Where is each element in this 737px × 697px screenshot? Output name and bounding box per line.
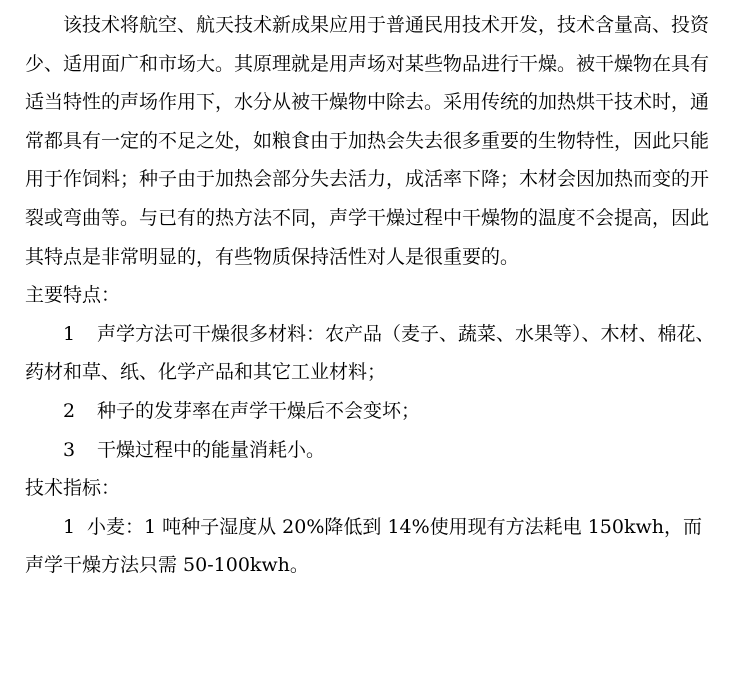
feature-text: 干燥过程中的能量消耗小。 <box>97 438 326 461</box>
indicators-heading: 技术指标： <box>25 477 121 500</box>
feature-item-3 <box>25 431 715 470</box>
feature-number: 1 <box>63 322 76 345</box>
indicator-text: 小麦：1 吨种子湿度从 20%降低到 14%使用现有方法耗电 150kwh，而声学干燥方法只需 50-100kwh。 <box>25 515 702 577</box>
feature-number: 3 <box>63 438 76 461</box>
feature-item-2 <box>25 392 715 431</box>
feature-text: 声学方法可干燥很多材料：农产品（麦子、蔬菜、水果等）、木材、棉花、药材和草、纸、化学产品和其它工业材料； <box>25 322 715 384</box>
indicator-item-1 <box>25 508 715 585</box>
feature-item-1 <box>25 315 715 392</box>
indicator-number: 1 <box>63 515 76 538</box>
feature-number: 2 <box>63 399 76 422</box>
features-heading: 主要特点： <box>25 284 121 307</box>
document-body <box>25 6 715 585</box>
feature-text: 种子的发芽率在声学干燥后不会变坏； <box>97 399 421 422</box>
intro-paragraph: 该技术将航空、航天技术新成果应用于普通民用技术开发，技术含量高、投资少、适用面广和市场大。其原理就是用声场对某些物品进行干燥。被干燥物在具有适当特性的声场作用下，水分从被干燥物中除去。采用传统的加热烘干技术时，通常都具有一定的不足之处，如粮食由于加热会失去很多重要的生物特性，因此只能用于作饲料；种子由于加热会部分失去活力，成活率下降；木材会因加热而变的开裂或弯曲等。与已有的热方法不同，声学干燥过程中干燥物的温度不会提高，因此其特点是非常明显的，有些物质保持活性对人是很重要的。 <box>25 14 710 268</box>
